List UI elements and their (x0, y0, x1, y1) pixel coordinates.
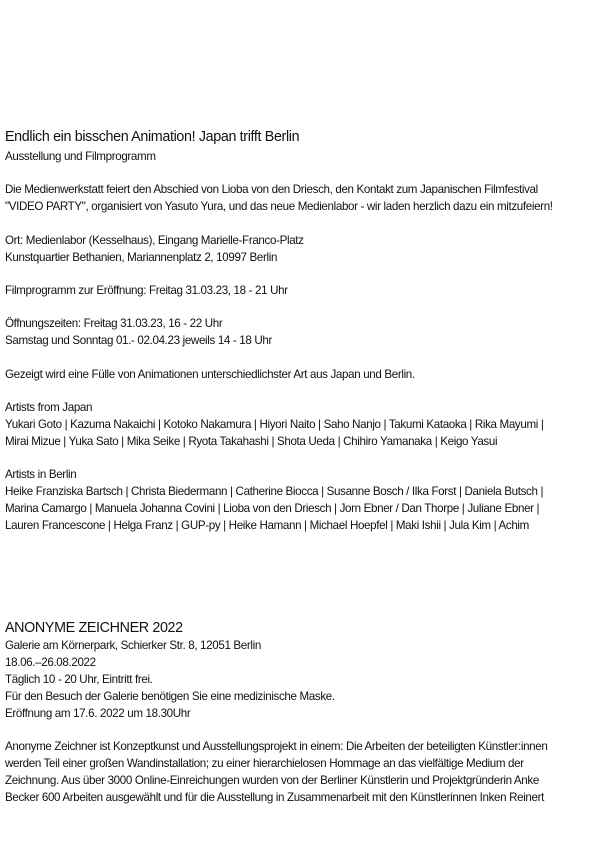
event2-body (5, 738, 593, 806)
event-location (5, 232, 593, 266)
event-title: Endlich ein bisschen Animation! Japan trifft Berlin (5, 129, 300, 145)
intro-line: Die Medienwerkstatt feiert den Abschied von Lioba von den Driesch, den Kontakt zum Japanischen Filmfestival (5, 183, 538, 196)
info-line: Täglich 10 - 20 Uhr, Eintritt frei. (5, 673, 153, 686)
body-line: Anonyme Zeichner ist Konzeptkunst und Ausstellungsprojekt in einem: Die Arbeiten der beteiligten Künstler:innen (5, 740, 548, 753)
event2-title: ANONYME ZEICHNER 2022 (5, 620, 183, 636)
artists-japan-section (5, 399, 593, 450)
artists-berlin-line: Heike Franziska Bartsch | Christa Biedermann | Catherine Biocca | Susanne Bosch / Ilka Forst | Daniela Butsch | (5, 485, 544, 498)
artists-berlin-line: Lauren Francescone | Helga Franz | GUP-py | Heike Hamann | Michael Hoepfel | Maki Ishii | Jula Kim | Achim (5, 519, 529, 532)
artists-berlin-section (5, 466, 593, 534)
intro-line: "VIDEO PARTY", organisiert von Yasuto Yura, und das neue Medienlabor - wir laden herzlich dazu ein mitzufeiern! (5, 200, 553, 213)
info-line: Eröffnung am 17.6. 2022 um 18.30Uhr (5, 707, 191, 720)
info-line: Für den Besuch der Galerie benötigen Sie eine medizinische Maske. (5, 690, 335, 703)
location-line: Kunstquartier Bethanien, Mariannenplatz 2, 10997 Berlin (5, 251, 278, 264)
event2-info (5, 637, 593, 722)
location-line: Ort: Medienlabor (Kesselhaus), Eingang Marielle-Franco-Platz (5, 234, 304, 247)
opening-hours (5, 315, 593, 349)
hours-line: Samstag und Sonntag 01.- 02.04.23 jeweils 14 - 18 Uhr (5, 334, 272, 347)
artists-berlin-heading: Artists in Berlin (5, 468, 77, 481)
event-description: Gezeigt wird eine Fülle von Animationen unterschiedlichster Art aus Japan und Berlin. (5, 368, 415, 381)
body-line: Zeichnung. Aus über 3000 Online-Einreichungen wurden von der Berliner Künstlerin und Projektgründerin Anke (5, 774, 539, 787)
hours-line: Öffnungszeiten: Freitag 31.03.23, 16 - 22 Uhr (5, 317, 223, 330)
artists-japan-line: Mirai Mizue | Yuka Sato | Mika Seike | Ryota Takahashi | Shota Ueda | Chihiro Yamanaka | Keigo Yasui (5, 435, 498, 448)
artists-japan-heading: Artists from Japan (5, 401, 93, 414)
body-line: Becker 600 Arbeiten ausgewählt und für die Ausstellung in Zusammenarbeit mit den Künstlerinnen Inken Reinert (5, 791, 545, 804)
event-subtitle: Ausstellung und Filmprogramm (5, 150, 156, 163)
event-intro (5, 181, 593, 215)
artists-berlin-line: Marina Camargo | Manuela Johanna Covini | Lioba von den Driesch | Jorn Ebner / Dan Thorpe | Juliane Ebner | (5, 502, 540, 515)
film-program: Filmprogramm zur Eröffnung: Freitag 31.03.23, 18 - 21 Uhr (5, 284, 288, 297)
body-line: werden Teil einer großen Wandinstallation; zu einer hierarchielosen Hommage an das vielfältige Medium der (5, 757, 524, 770)
artists-japan-line: Yukari Goto | Kazuma Nakaichi | Kotoko Nakamura | Hiyori Naito | Saho Nanjo | Takumi Kataoka | Rika Mayumi | (5, 418, 544, 431)
info-line: Galerie am Körnerpark, Schierker Str. 8, 12051 Berlin (5, 639, 261, 652)
info-line: 18.06.–26.08.2022 (5, 656, 96, 669)
